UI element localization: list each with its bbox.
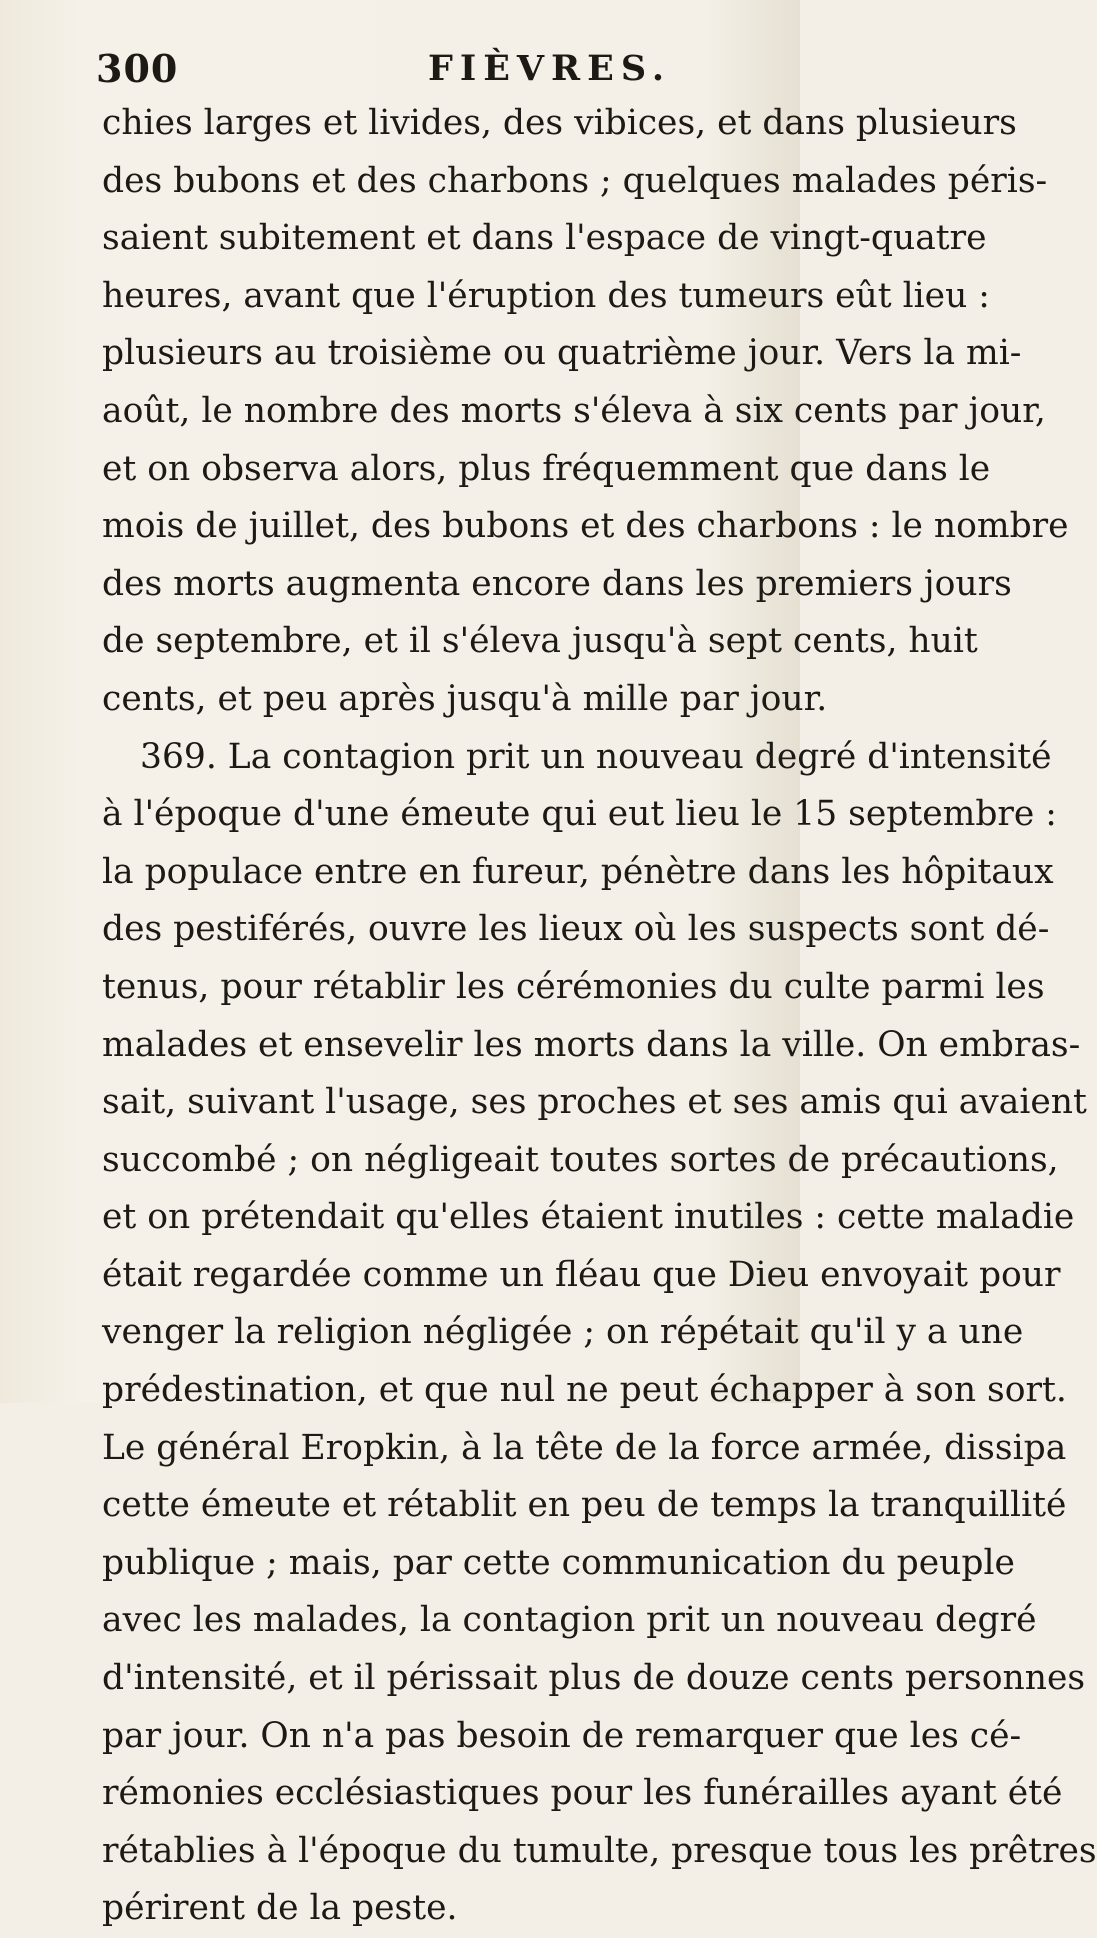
text-line: août, le nombre des morts s'éleva à six cents par jour,: [102, 390, 1046, 431]
text-line: prédestination, et que nul ne peut échapper à son sort.: [102, 1370, 1067, 1411]
paragraph-end-line: cents, et peu après jusqu'à mille par jour.: [102, 678, 828, 719]
text-line: rétablies à l'époque du tumulte, presque tous les prêtres: [102, 1830, 1097, 1871]
text-line: d'intensité, et il périssait plus de douze cents personnes: [102, 1658, 1086, 1699]
text-line: tenus, pour rétablir les cérémonies du culte parmi les: [102, 966, 1045, 1007]
page-number: 300: [96, 46, 179, 91]
text-line: de septembre, et il s'éleva jusqu'à sept cents, huit: [102, 621, 978, 662]
text-line: la populace entre en fureur, pénètre dans les hôpitaux: [102, 851, 1054, 892]
text-line: Le général Eropkin, à la tête de la force armée, dissipa: [102, 1427, 1067, 1468]
text-line: heures, avant que l'éruption des tumeurs eût lieu :: [102, 275, 990, 316]
text-line: des bubons et des charbons ; quelques malades péris-: [102, 160, 1048, 201]
text-line: et on observa alors, plus fréquemment que dans le: [102, 448, 991, 489]
text-line: par jour. On n'a pas besoin de remarquer que les cé-: [102, 1715, 1022, 1756]
text-line: des morts augmenta encore dans les premiers jours: [102, 563, 1012, 604]
body-text: [102, 95, 1097, 1938]
text-line: mois de juillet, des bubons et des charbons : le nombre: [102, 506, 1069, 547]
text-line: avec les malades, la contagion prit un nouveau degré: [102, 1600, 1037, 1641]
text-line: venger la religion négligée ; on répétait qu'il y a une: [102, 1312, 1024, 1353]
page-header: [96, 46, 730, 90]
text-line: sait, suivant l'usage, ses proches et ses amis qui avaient: [102, 1082, 1087, 1123]
text-line: rémonies ecclésiastiques pour les funérailles ayant été: [102, 1773, 1063, 1814]
text-line: plusieurs au troisième ou quatrième jour. Vers la mi-: [102, 333, 1022, 374]
text-line: succombé ; on négligeait toutes sortes de précautions,: [102, 1139, 1059, 1180]
text-line: publique ; mais, par cette communication du peuple: [102, 1542, 1015, 1583]
paragraph-start-line: 369. La contagion prit un nouveau degré d'intensité: [140, 736, 1052, 777]
text-line: à l'époque d'une émeute qui eut lieu le 15 septembre :: [102, 794, 1057, 835]
text-line: et on prétendait qu'elles étaient inutiles : cette maladie: [102, 1197, 1075, 1238]
running-head: FIÈVRES.: [428, 48, 672, 89]
text-line: malades et ensevelir les morts dans la ville. On embras-: [102, 1024, 1081, 1065]
text-line: cette émeute et rétablit en peu de temps la tranquillité: [102, 1485, 1067, 1526]
text-line: était regardée comme un fléau que Dieu envoyait pour: [102, 1254, 1061, 1295]
text-line: chies larges et livides, des vibices, et dans plusieurs: [102, 103, 1017, 143]
text-line: des pestiférés, ouvre les lieux où les suspects sont dé-: [102, 909, 1050, 950]
text-line: saient subitement et dans l'espace de vingt-quatre: [102, 218, 987, 259]
paragraph-end-line: périrent de la peste.: [102, 1888, 458, 1929]
